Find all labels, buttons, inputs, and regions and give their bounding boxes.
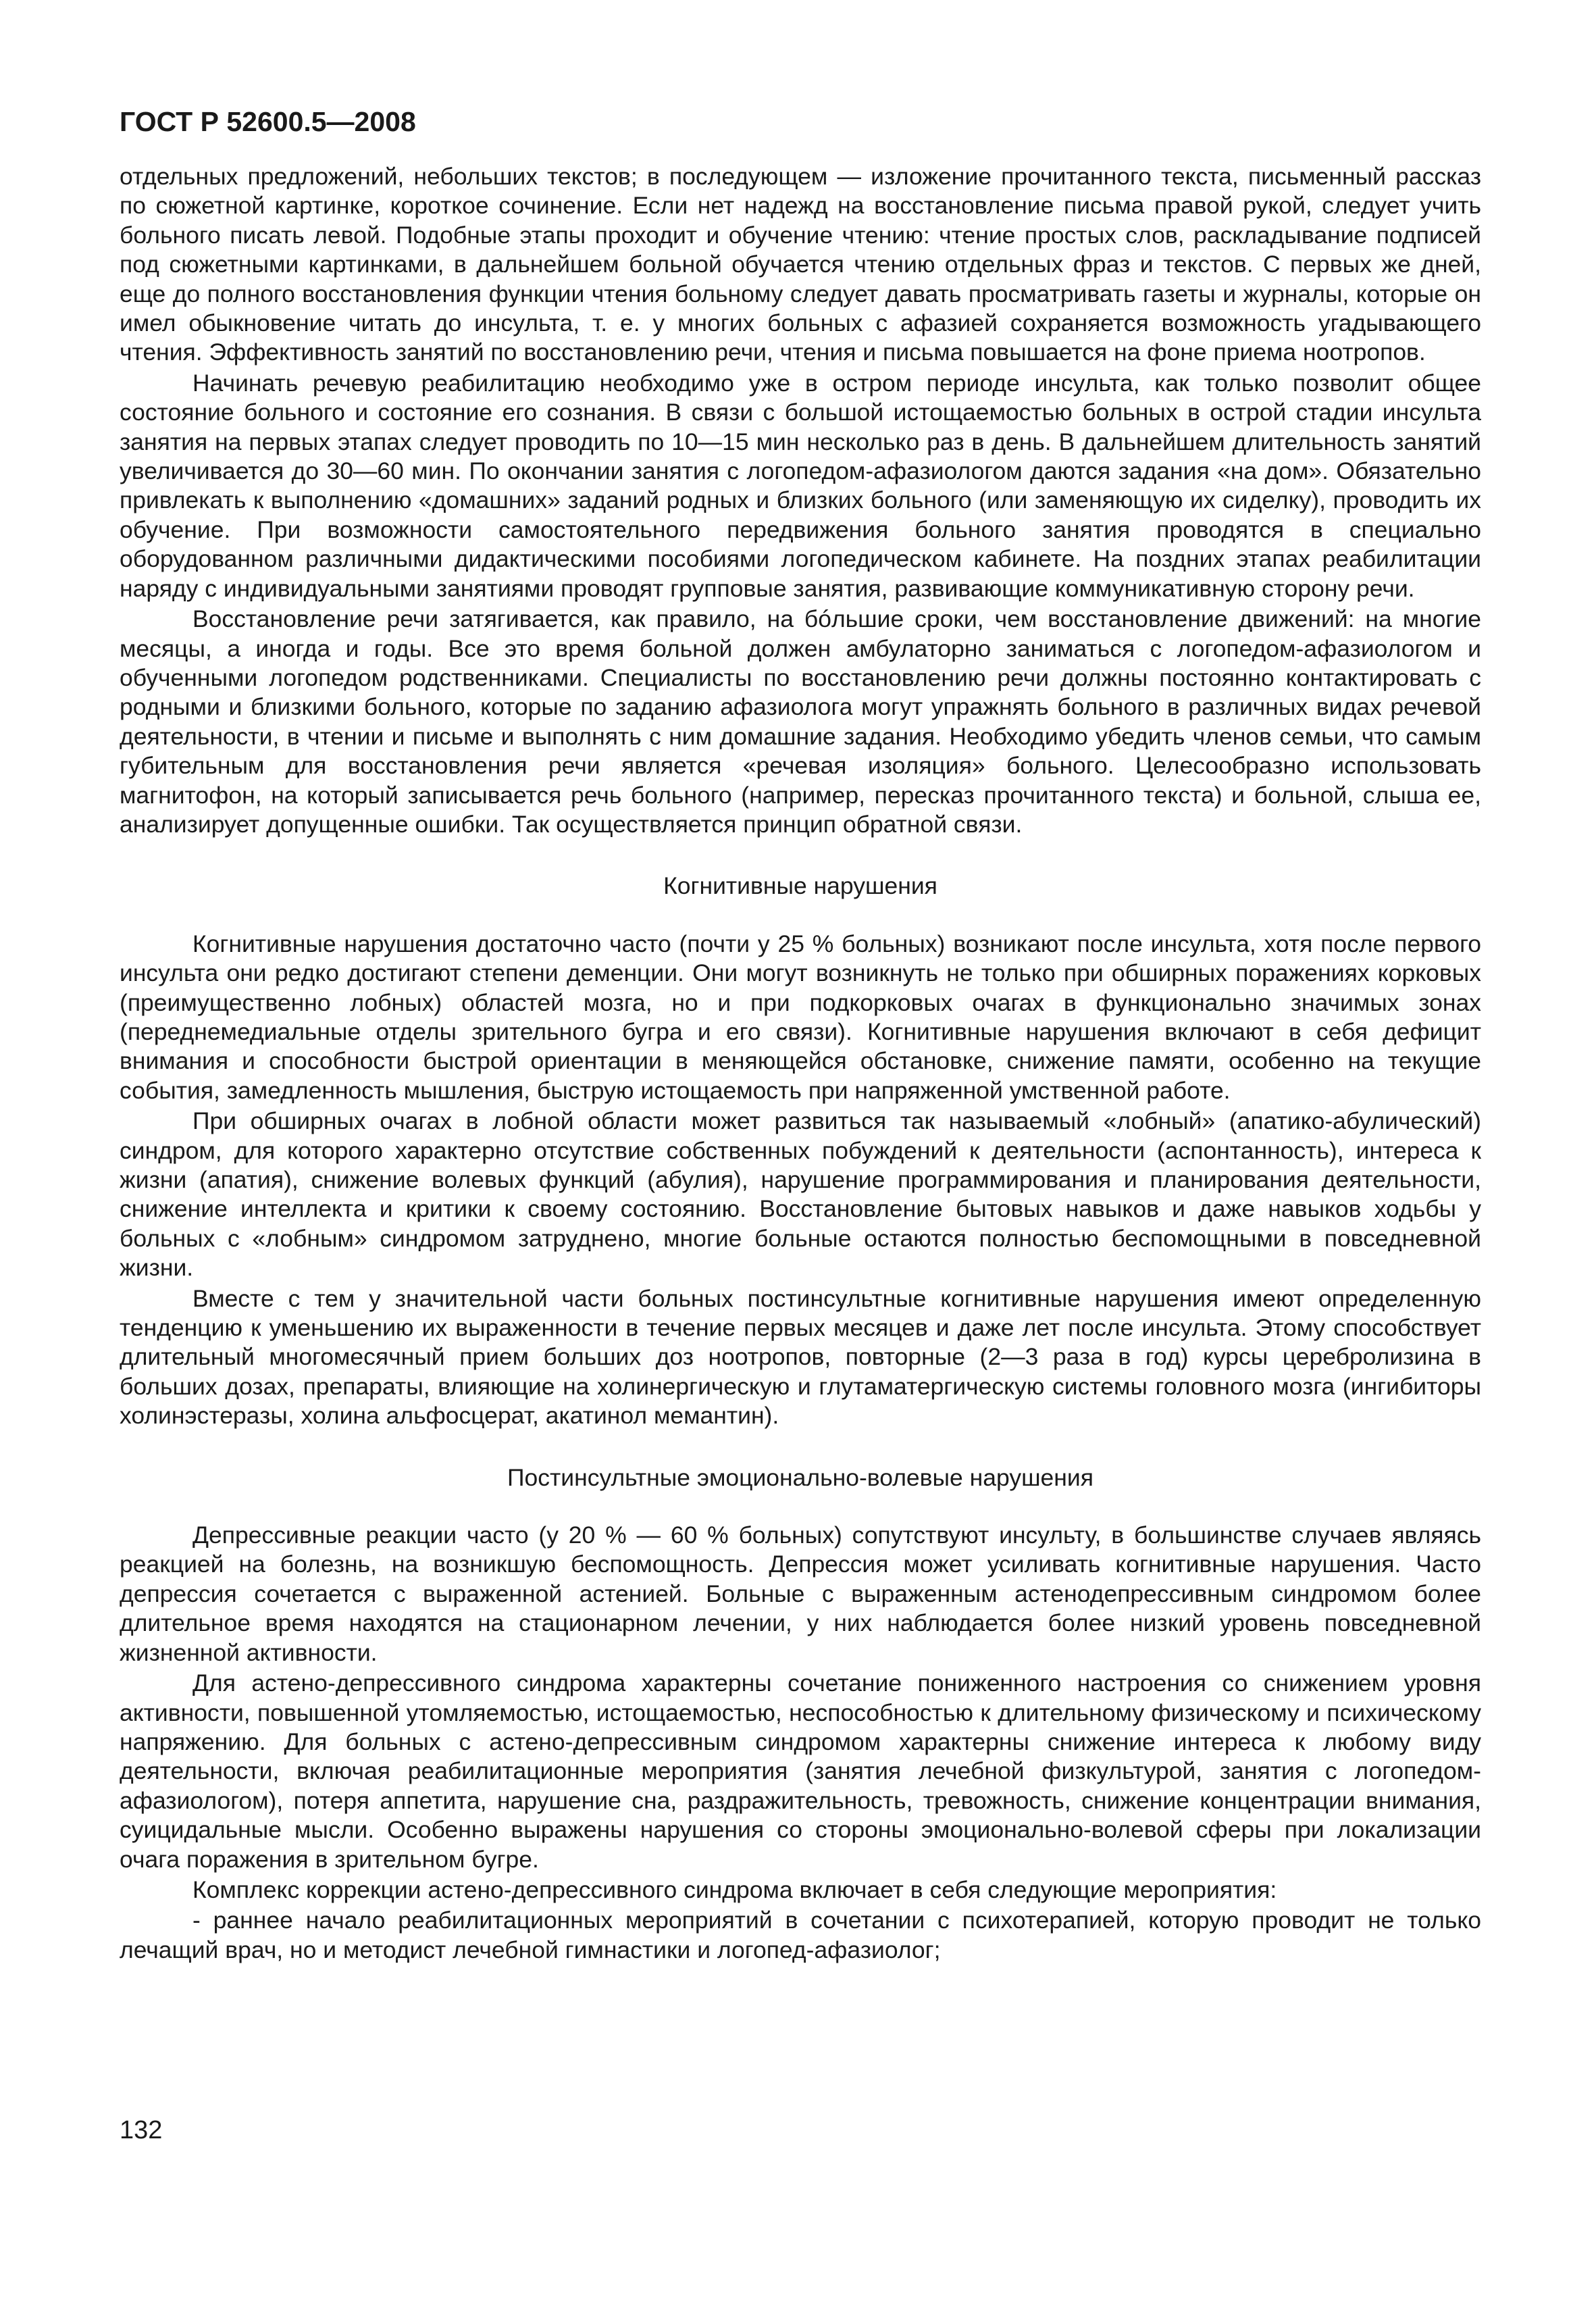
paragraph: Когнитивные нарушения достаточно часто (почти у 25 % больных) возникают после инсульта, хотя после первого инсульта они редко достигают степени деменции. Они могут возникнуть не только при обширных поражениях корковых (преимущественно лобных) областей мозга, но и при подкорковых очагах в функционально значимых зонах (переднемедиальные отделы зрительного бугра и его связи). Когнитивные нарушения включают в себя дефицит внимания и способности быстрой ориентации в меняющейся обстановке, снижение памяти, особенно на текущие события, замедленность мышления, быструю истощаемость при напряженной умственной работе. [120, 930, 1481, 1104]
paragraph: Комплекс коррекции астено-депрессивного синдрома включает в себя следующие мероприятия: [192, 1876, 1277, 1903]
paragraph: Депрессивные реакции часто (у 20 % — 60 % больных) сопутствуют инсульту, в большинстве случаев являясь реакцией на болезнь, на возникшую беспомощность. Депрессия может усиливать когнитивные нарушения. Часто депрессия сочетается с выраженной астенией. Больные с выраженным астенодепрессивным синдромом более длительное время находятся на стационарном лечении, у них наблюдается более низкий уровень повседневной жизненной активности. [120, 1521, 1481, 1666]
paragraph: Начинать речевую реабилитацию необходимо уже в остром периоде инсульта, как только позволит общее состояние больного и состояние его сознания. В связи с большой истощаемостью больных в острой стадии инсульта занятия на первых этапах следует проводить по 10—15 мин несколько раз в день. В дальнейшем длительность занятий увеличивается до 30—60 мин. По окончании занятия с логопедом-афазиологом даются задания «на дом». Обязательно привлекать к выполнению «домашних» заданий родных и близких больного (или заменяющую их сиделку), проводить их обучение. При возможности самостоятельного передвижения больного занятия проводятся в специально оборудованном различными дидактическими пособиями логопедическом кабинете. На поздних этапах реабилитации наряду с индивидуальными занятиями проводят групповые занятия, развивающие коммуникативную сторону речи. [120, 369, 1481, 602]
paragraph: отдельных предложений, небольших текстов; в последующем — изложение прочитанного текста, письменный рассказ по сюжетной картинке, короткое сочинение. Если нет надежд на восстановление письма правой рукой, следует учить больного писать левой. Подобные этапы проходит и обучение чтению: чтение простых слов, раскладывание подписей под сюжетными картинками, в дальнейшем больной обучается чтению отдельных фраз и текстов. С первых же дней, еще до полного восстановления функции чтения больному следует давать просматривать газеты и журналы, которые он имел обыкновение читать до инсульта, т. е. у многих больных с афазией сохраняется возможность угадывающего чтения. Эффективность занятий по восстановлению речи, чтения и письма повышается на фоне приема ноотропов. [120, 163, 1481, 366]
list-item: - раннее начало реабилитационных мероприятий в сочетании с психотерапией, которую проводит не только лечащий врач, но и методист лечебной гимнастики и логопед-афазиолог; [120, 1907, 1481, 1963]
section-title-cognitive: Когнитивные нарушения [663, 872, 937, 900]
paragraph: Восстановление речи затягивается, как правило, на бóльшие сроки, чем восстановление движений: на многие месяцы, а иногда и годы. Все это время больной должен амбулаторно заниматься с логопедом-афазиологом и обученными логопедом родственниками. Специалисты по восстановлению речи должны постоянно контактировать с родными и близкими больного, которые по заданию афазиолога могут упражнять больного в различных видах речевой деятельности, в чтении и письме и выполнять с ним домашние задания. Необходимо убедить членов семьи, что самым губительным для восстановления речи является «речевая изоляция» больного. Целесообразно использовать магнитофон, на который записывается речь больного (например, пересказ прочитанного текста) и больной, слыша ее, анализирует допущенные ошибки. Так осуществляется принцип обратной связи. [120, 605, 1481, 838]
paragraph: При обширных очагах в лобной области может развиться так называемый «лобный» (апатико-абулический) синдром, для которого характерно отсутствие собственных побуждений к деятельности (аспонтанность), интереса к жизни (апатия), снижение волевых функций (абулия), нарушение программирования и планирования деятельности, снижение интеллекта и критики к своему состоянию. Восстановление бытовых навыков и даже навыков ходьбы у больных с «лобным» синдромом затруднено, многие больные остаются полностью беспомощными в повседневной жизни. [120, 1107, 1481, 1282]
section-title-emotional: Постинсультные эмоционально-волевые нарушения [507, 1463, 1093, 1491]
paragraph: Для астено-депрессивного синдрома характерны сочетание пониженного настроения со снижением уровня активности, повышенной утомляемостью, истощаемостью, неспособностью к длительному физическому и психическому напряжению. Для больных с астено-депрессивным синдромом характерны снижение интереса к любому виду деятельности, включая реабилитационные мероприятия (занятия лечебной физкультурой, занятия с логопедом-афазиологом), потеря аппетита, нарушение сна, раздражительность, тревожность, снижение концентрации внимания, суицидальные мысли. Особенно выражены нарушения со стороны эмоционально-волевой сферы при локализации очага поражения в зрительном бугре. [120, 1669, 1481, 1873]
paragraph: Вместе с тем у значительной части больных постинсультные когнитивные нарушения имеют определенную тенденцию к уменьшению их выраженности в течение первых месяцев и даже лет после инсульта. Этому способствует длительный многомесячный прием больших доз ноотропов, повторные (2—3 раза в год) курсы церебролизина в больших дозах, препараты, влияющие на холинергическую и глутаматергическую системы головного мозга (ингибиторы холинэстеразы, холина альфосцерат, акатинол мемантин). [120, 1284, 1481, 1430]
document-page [120, 101, 1481, 1966]
document-header: ГОСТ Р 52600.5—2008 [120, 106, 416, 137]
page-number: 132 [120, 2116, 163, 2144]
